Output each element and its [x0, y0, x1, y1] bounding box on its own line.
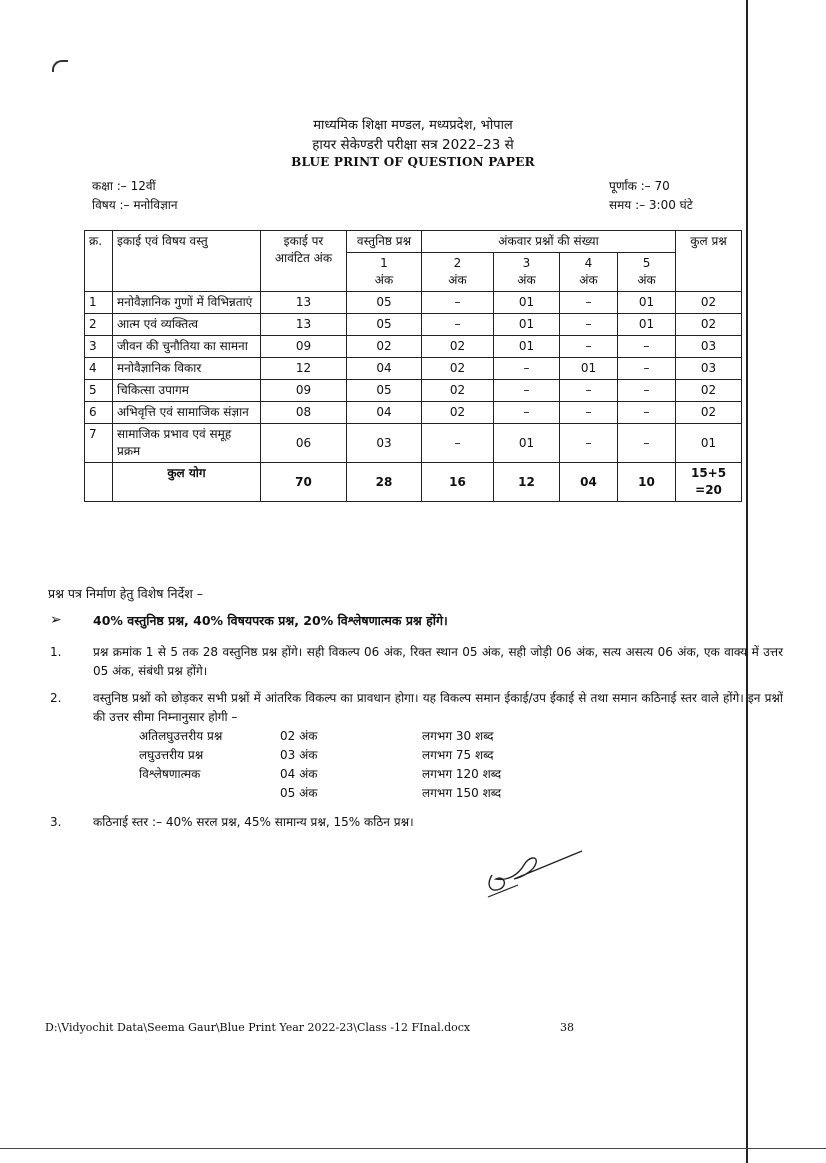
arrow-bullet-icon: ➢ — [50, 612, 62, 628]
row-total: 02 — [676, 402, 742, 424]
limit-marks: 05 अंक — [280, 786, 318, 800]
row-m5: 01 — [618, 292, 676, 314]
row-unit: मनोवैज्ञानिक गुणों में विभिन्नताएं — [113, 292, 261, 314]
row-m1: 05 — [347, 292, 422, 314]
mark5-header: 5 अंक — [618, 253, 676, 292]
row-m2: – — [422, 424, 494, 463]
subject-label: विषय :– मनोविज्ञान — [92, 198, 178, 212]
row-m3: – — [494, 402, 560, 424]
row-m4: – — [560, 336, 618, 358]
row-m1: 03 — [347, 424, 422, 463]
note-1-number: 1. — [50, 645, 62, 659]
corner-mark — [52, 60, 68, 72]
limit-type: लघुउत्तरीय प्रश्न — [139, 748, 204, 762]
row-marks: 08 — [261, 402, 347, 424]
row-total: 02 — [676, 292, 742, 314]
row-total: 02 — [676, 380, 742, 402]
row-unit: मनोवैज्ञानिक विकार — [113, 358, 261, 380]
limit-type: विश्लेषणात्मक — [139, 767, 201, 781]
row-m3: – — [494, 380, 560, 402]
row-m2: 02 — [422, 358, 494, 380]
row-m2: 02 — [422, 380, 494, 402]
total-marks: 70 — [261, 463, 347, 502]
row-sno: 6 — [85, 402, 113, 424]
row-m1: 02 — [347, 336, 422, 358]
note-3-number: 3. — [50, 815, 62, 829]
limit-words: लगभग 30 शब्द — [422, 729, 494, 743]
limit-words: लगभग 75 शब्द — [422, 748, 494, 762]
row-m5: – — [618, 358, 676, 380]
row-sno: 1 — [85, 292, 113, 314]
row-m1: 04 — [347, 402, 422, 424]
row-m2: 02 — [422, 336, 494, 358]
table-row — [85, 314, 742, 336]
limit-marks: 02 अंक — [280, 729, 318, 743]
row-total: 02 — [676, 314, 742, 336]
row-sno: 2 — [85, 314, 113, 336]
total-label: कुल योग — [113, 463, 261, 502]
row-m5: – — [618, 380, 676, 402]
row-m1: 04 — [347, 358, 422, 380]
row-sno: 7 — [85, 424, 113, 463]
total-questions-sum: 15+5 — [690, 466, 727, 480]
row-m5: – — [618, 336, 676, 358]
note-3-text: कठिनाई स्तर :– 40% सरल प्रश्न, 45% सामान्य प्रश्न, 15% कठिन प्रश्न। — [93, 815, 414, 829]
row-m3: – — [494, 358, 560, 380]
table-row — [85, 336, 742, 358]
limit-words: लगभग 120 शब्द — [422, 767, 502, 781]
row-m3: 01 — [494, 292, 560, 314]
row-unit: चिकित्सा उपागम — [113, 380, 261, 402]
table-row — [85, 292, 742, 314]
total-header: कुल प्रश्न — [676, 231, 742, 292]
page-number: 38 — [560, 1021, 574, 1034]
row-m4: – — [560, 380, 618, 402]
board-name: माध्यमिक शिक्षा मण्डल, मध्यप्रदेश, भोपाल — [313, 118, 513, 133]
row-marks: 13 — [261, 292, 347, 314]
row-m3: 01 — [494, 314, 560, 336]
time-label: समय :– 3:00 घंटे — [609, 198, 693, 212]
table-row — [85, 424, 742, 463]
exam-session: हायर सेकेण्डरी परीक्षा सत्र 2022–23 से — [312, 137, 514, 153]
row-m4: – — [560, 424, 618, 463]
objective-header: वस्तुनिष्ठ प्रश्न — [347, 231, 422, 253]
sno-header: क्र. — [85, 231, 113, 292]
signature — [478, 845, 588, 905]
unit-header: इकाई एवं विषय वस्तु — [113, 231, 261, 292]
row-m2: – — [422, 314, 494, 336]
class-label: कक्षा :– 12वीं — [92, 179, 156, 193]
row-unit: सामाजिक प्रभाव एवं समूह प्रक्रम — [113, 424, 261, 463]
total-row — [85, 463, 742, 502]
row-m2: 02 — [422, 402, 494, 424]
total-m4: 04 — [560, 463, 618, 502]
total-m1: 28 — [347, 463, 422, 502]
row-marks: 09 — [261, 380, 347, 402]
total-questions — [676, 463, 742, 502]
file-path: D:\Vidyochit Data\Seema Gaur\Blue Print Year 2022-23\Class -12 FInal.docx — [45, 1021, 471, 1034]
total-m2: 16 — [422, 463, 494, 502]
row-m3: 01 — [494, 336, 560, 358]
total-m3: 12 — [494, 463, 560, 502]
row-sno: 4 — [85, 358, 113, 380]
row-total: 03 — [676, 358, 742, 380]
note-2-text: वस्तुनिष्ठ प्रश्नों को छोड़कर सभी प्रश्नों में आंतरिक विकल्प का प्रावधान होगा। यह विकल्प समान ईकाई/उप ईकाई से तथा समान कठिनाई स्तर वाले होंगे। इन प्रश्नों की उत्तर सीमा निम्नानुसार होगी – — [93, 691, 783, 724]
markwise-header: अंकवार प्रश्नों की संख्या — [422, 231, 676, 253]
mark1-header: 1 अंक — [347, 253, 422, 292]
page-edge-line — [746, 0, 748, 1163]
row-m5: – — [618, 402, 676, 424]
row-m5: – — [618, 424, 676, 463]
row-m5: 01 — [618, 314, 676, 336]
limit-marks: 03 अंक — [280, 748, 318, 762]
row-unit: अभिवृत्ति एवं सामाजिक संज्ञान — [113, 402, 261, 424]
total-m5: 10 — [618, 463, 676, 502]
page-bottom-line — [0, 1148, 826, 1149]
row-m4: – — [560, 292, 618, 314]
limit-words: लगभग 150 शब्द — [422, 786, 502, 800]
row-m2: – — [422, 292, 494, 314]
header-row — [85, 231, 742, 253]
row-m1: 05 — [347, 314, 422, 336]
marks-header: इकाई पर आवंटित अंक — [261, 231, 347, 292]
row-sno: 3 — [85, 336, 113, 358]
table-row — [85, 402, 742, 424]
table-row — [85, 380, 742, 402]
table-body — [85, 292, 742, 463]
row-m4: – — [560, 314, 618, 336]
limit-marks: 04 अंक — [280, 767, 318, 781]
row-marks: 12 — [261, 358, 347, 380]
document-title: BLUE PRINT OF QUESTION PAPER — [291, 155, 535, 169]
full-marks-label: पूर्णांक :– 70 — [609, 179, 670, 193]
mark2-header: 2 अंक — [422, 253, 494, 292]
row-total: 01 — [676, 424, 742, 463]
row-m4: – — [560, 402, 618, 424]
note-1-text: प्रश्न क्रमांक 1 से 5 तक 28 वस्तुनिष्ठ प्रश्न होंगे। सही विकल्प 06 अंक, रिक्त स्थान 05 अंक, सही जोड़ी 06 अंक, सत्य असत्य 06 अंक, एक वाक्य में उत्तर 05 अंक, संबंधी प्रश्न होंगे। — [93, 645, 783, 678]
mark3-header: 3 अंक — [494, 253, 560, 292]
row-marks: 09 — [261, 336, 347, 358]
limit-type: अतिलघुउत्तरीय प्रश्न — [139, 729, 223, 743]
row-m4: 01 — [560, 358, 618, 380]
table-row — [85, 358, 742, 380]
row-total: 03 — [676, 336, 742, 358]
total-questions-result: =20 — [695, 483, 722, 497]
row-sno: 5 — [85, 380, 113, 402]
row-m3: 01 — [494, 424, 560, 463]
weightage-note: 40% वस्तुनिष्ठ प्रश्न, 40% विषयपरक प्रश्न, 20% विश्लेषणात्मक प्रश्न होंगे। — [93, 613, 448, 628]
blueprint-table — [84, 230, 742, 502]
row-marks: 13 — [261, 314, 347, 336]
row-unit: आत्म एवं व्यक्तित्व — [113, 314, 261, 336]
note-2-number: 2. — [50, 691, 62, 705]
row-marks: 06 — [261, 424, 347, 463]
instructions-title: प्रश्न पत्र निर्माण हेतु विशेष निर्देश – — [48, 586, 203, 601]
row-m1: 05 — [347, 380, 422, 402]
row-unit: जीवन की चुनौतिया का सामना — [113, 336, 261, 358]
mark4-header: 4 अंक — [560, 253, 618, 292]
